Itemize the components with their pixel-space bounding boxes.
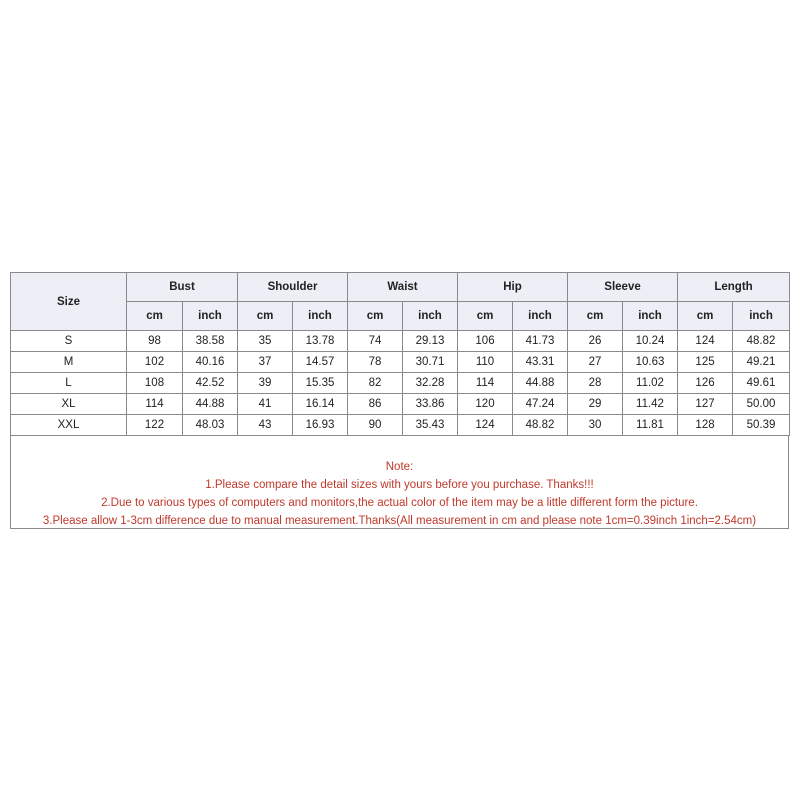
unit-header-inch: inch [513, 302, 568, 331]
unit-header-cm: cm [127, 302, 183, 331]
table-row [11, 331, 790, 352]
table-cell: 108 [127, 373, 183, 394]
table-cell: 50.00 [733, 394, 790, 415]
table-cell: 82 [348, 373, 403, 394]
note-line: 3.Please allow 1-3cm difference due to manual measurement.Thanks(All measurement in cm and please note 1cm=0.39inch 1inch=2.54cm) [42, 515, 757, 527]
size-label: XL [11, 394, 127, 415]
table-cell: 122 [127, 415, 183, 436]
measurement-header: Hip [458, 273, 568, 302]
unit-header-cm: cm [678, 302, 733, 331]
unit-header-cm: cm [348, 302, 403, 331]
size-label: XXL [11, 415, 127, 436]
measurement-header: Shoulder [238, 273, 348, 302]
table-row [11, 352, 790, 373]
table-cell: 14.57 [293, 352, 348, 373]
table-cell: 30.71 [403, 352, 458, 373]
table-cell: 74 [348, 331, 403, 352]
table-cell: 114 [127, 394, 183, 415]
unit-header-inch: inch [623, 302, 678, 331]
table-cell: 40.16 [183, 352, 238, 373]
table-cell: 10.24 [623, 331, 678, 352]
measurement-header: Sleeve [568, 273, 678, 302]
size-label: M [11, 352, 127, 373]
size-header: Size [11, 273, 127, 331]
table-cell: 29.13 [403, 331, 458, 352]
table-cell: 78 [348, 352, 403, 373]
table-cell: 44.88 [513, 373, 568, 394]
unit-header-cm: cm [568, 302, 623, 331]
table-row [11, 394, 790, 415]
table-cell: 11.42 [623, 394, 678, 415]
table-cell: 124 [678, 331, 733, 352]
table-cell: 38.58 [183, 331, 238, 352]
size-label: L [11, 373, 127, 394]
table-cell: 86 [348, 394, 403, 415]
table-cell: 33.86 [403, 394, 458, 415]
table-cell: 32.28 [403, 373, 458, 394]
table-cell: 120 [458, 394, 513, 415]
table-cell: 37 [238, 352, 293, 373]
measurement-header: Length [678, 273, 790, 302]
table-row [11, 415, 790, 436]
table-cell: 16.14 [293, 394, 348, 415]
table-cell: 10.63 [623, 352, 678, 373]
note-title: Note: [385, 461, 414, 473]
size-label: S [11, 331, 127, 352]
table-cell: 125 [678, 352, 733, 373]
table-cell: 110 [458, 352, 513, 373]
measurement-header: Bust [127, 273, 238, 302]
table-cell: 44.88 [183, 394, 238, 415]
unit-header-inch: inch [183, 302, 238, 331]
table-cell: 35 [238, 331, 293, 352]
table-cell: 124 [458, 415, 513, 436]
table-cell: 26 [568, 331, 623, 352]
table-cell: 50.39 [733, 415, 790, 436]
unit-header-cm: cm [458, 302, 513, 331]
table-cell: 127 [678, 394, 733, 415]
table-cell: 43.31 [513, 352, 568, 373]
table-cell: 11.02 [623, 373, 678, 394]
header-row-units [11, 302, 790, 331]
table-cell: 27 [568, 352, 623, 373]
table-cell: 41.73 [513, 331, 568, 352]
unit-header-inch: inch [733, 302, 790, 331]
table-cell: 98 [127, 331, 183, 352]
size-table [10, 272, 790, 436]
table-cell: 29 [568, 394, 623, 415]
table-cell: 49.21 [733, 352, 790, 373]
table-cell: 48.03 [183, 415, 238, 436]
table-cell: 106 [458, 331, 513, 352]
table-cell: 11.81 [623, 415, 678, 436]
notes-box [10, 436, 789, 529]
table-cell: 102 [127, 352, 183, 373]
table-cell: 47.24 [513, 394, 568, 415]
table-cell: 41 [238, 394, 293, 415]
table-cell: 42.52 [183, 373, 238, 394]
note-line: 2.Due to various types of computers and monitors,the actual color of the item may be a little different form the picture. [101, 497, 698, 509]
table-cell: 48.82 [513, 415, 568, 436]
table-cell: 30 [568, 415, 623, 436]
note-line: 1.Please compare the detail sizes with yours before you purchase. Thanks!!! [205, 479, 594, 491]
unit-header-inch: inch [293, 302, 348, 331]
table-cell: 15.35 [293, 373, 348, 394]
table-cell: 13.78 [293, 331, 348, 352]
table-cell: 49.61 [733, 373, 790, 394]
table-cell: 16.93 [293, 415, 348, 436]
size-chart [10, 272, 789, 529]
table-cell: 126 [678, 373, 733, 394]
unit-header-inch: inch [403, 302, 458, 331]
header-row-measurements [11, 273, 790, 302]
table-cell: 43 [238, 415, 293, 436]
unit-header-cm: cm [238, 302, 293, 331]
size-rows [11, 331, 790, 436]
table-row [11, 373, 790, 394]
table-cell: 90 [348, 415, 403, 436]
table-cell: 35.43 [403, 415, 458, 436]
measurement-header: Waist [348, 273, 458, 302]
table-cell: 48.82 [733, 331, 790, 352]
table-cell: 114 [458, 373, 513, 394]
table-cell: 128 [678, 415, 733, 436]
table-cell: 28 [568, 373, 623, 394]
table-cell: 39 [238, 373, 293, 394]
